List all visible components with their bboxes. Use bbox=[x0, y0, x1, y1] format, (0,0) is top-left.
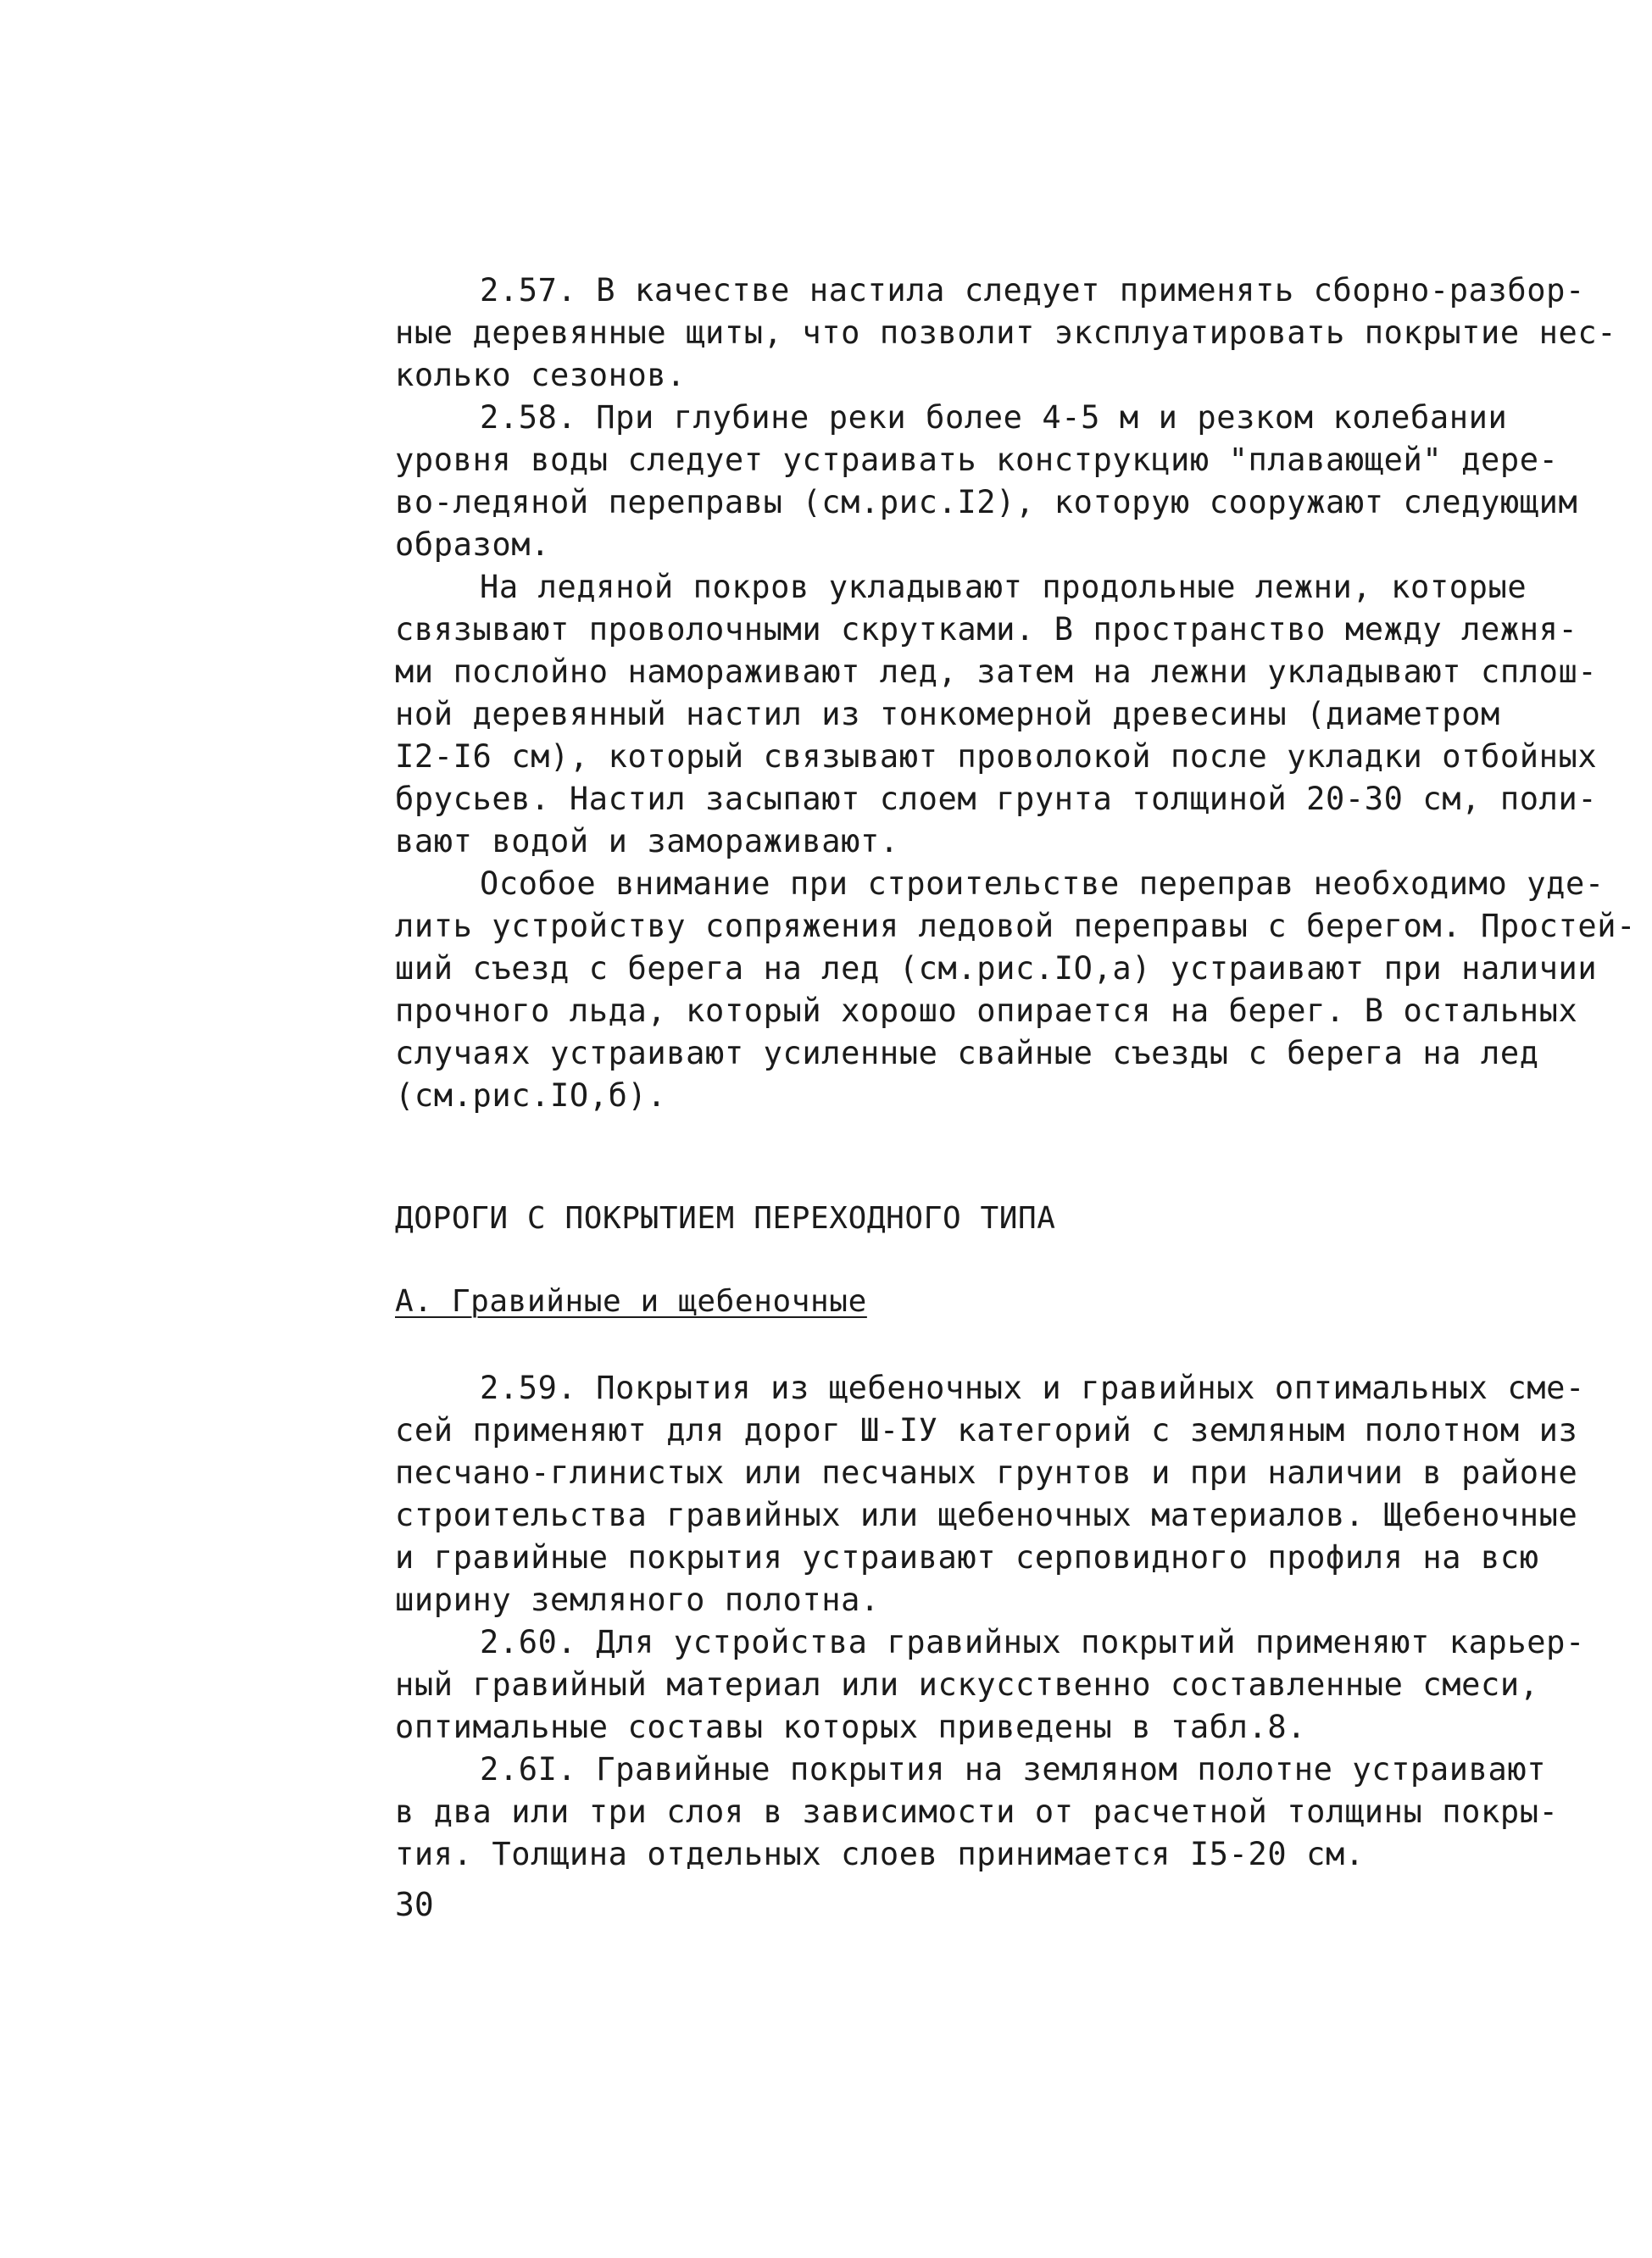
text-line: 2.57. В качестве настила следует применять сборно-разбор- bbox=[480, 272, 1585, 309]
page-number: 30 bbox=[395, 1886, 434, 1923]
text-line: ширину земляного полотна. bbox=[395, 1582, 880, 1618]
text-line: уровня воды следует устраивать конструкцию "плавающей" дере- bbox=[395, 442, 1559, 478]
text-line: оптимальные составы которых приведены в табл.8. bbox=[395, 1709, 1307, 1745]
text-line: вают водой и замораживают. bbox=[395, 823, 899, 859]
bottom-text-block bbox=[395, 1367, 1585, 1876]
text-line: во-ледяной переправы (см.рис.I2), которую сооружают следующим bbox=[395, 484, 1578, 520]
text-line: колько сезонов. bbox=[395, 357, 687, 393]
text-line: (см.рис.IO,б). bbox=[395, 1077, 667, 1114]
paragraph-2-57 bbox=[395, 270, 1617, 397]
text-line: строительства гравийных или щебеночных материалов. Щебеночные bbox=[395, 1497, 1578, 1533]
section-heading: ДОРОГИ С ПОКРЫТИЕМ ПЕРЕХОДНОГО ТИПА bbox=[395, 1201, 1056, 1236]
text-line: ный гравийный материал или искусственно составленные смеси, bbox=[395, 1666, 1539, 1703]
text-line: Особое внимание при строительстве переправ необходимо уде- bbox=[480, 865, 1605, 902]
top-text-block bbox=[395, 270, 1637, 1117]
text-line: в два или три слоя в зависимости от расчетной толщины покры- bbox=[395, 1794, 1559, 1830]
paragraph-2-59 bbox=[395, 1367, 1585, 1621]
text-line: случаях устраивают усиленные свайные съезды с берега на лед bbox=[395, 1035, 1539, 1071]
subsection-heading: А. Гравийные и щебеночные bbox=[395, 1284, 867, 1319]
text-line: ший съезд с берега на лед (см.рис.IO,а) устраивают при наличии bbox=[395, 950, 1598, 987]
text-line: ной деревянный настил из тонкомерной древесины (диаметром bbox=[395, 696, 1500, 732]
text-line: I2-I6 см), который связывают проволокой после укладки отбойных bbox=[395, 738, 1598, 775]
paragraph-ice-cover bbox=[395, 566, 1598, 863]
text-line: 2.6I. Гравийные покрытия на земляном полотне устраивают bbox=[480, 1751, 1547, 1788]
text-line: брусьев. Настил засыпают слоем грунта толщиной 20-30 см, поли- bbox=[395, 781, 1598, 817]
text-line: прочного льда, который хорошо опирается на берег. В остальных bbox=[395, 993, 1578, 1029]
text-line: песчано-глинистых или песчаных грунтов и при наличии в районе bbox=[395, 1454, 1578, 1491]
text-line: и гравийные покрытия устраивают серповидного профиля на всю bbox=[395, 1539, 1539, 1576]
text-line: 2.58. При глубине реки более 4-5 м и резком колебании bbox=[480, 399, 1508, 436]
text-line: связывают проволочными скрутками. В пространство между лежня- bbox=[395, 611, 1578, 648]
paragraph-special-attention bbox=[395, 863, 1637, 1117]
text-line: 2.59. Покрытия из щебеночных и гравийных оптимальных сме- bbox=[480, 1370, 1585, 1406]
text-line: 2.60. Для устройства гравийных покрытий применяют карьер- bbox=[480, 1624, 1585, 1660]
text-line: ми послойно намораживают лед, затем на лежни укладывают сплош- bbox=[395, 653, 1598, 690]
paragraph-2-61 bbox=[395, 1749, 1559, 1876]
text-line: сей применяют для дорог Ш-IУ категорий с земляным полотном из bbox=[395, 1412, 1578, 1449]
text-line: На ледяной покров укладывают продольные лежни, которые bbox=[480, 569, 1527, 605]
paragraph-2-58 bbox=[395, 397, 1578, 566]
text-line: образом. bbox=[395, 526, 551, 563]
paragraph-2-60 bbox=[395, 1621, 1585, 1749]
text-line: лить устройству сопряжения ледовой переправы с берегом. Простей- bbox=[395, 908, 1637, 944]
text-line: ные деревянные щиты, что позволит эксплуатировать покрытие нес- bbox=[395, 314, 1617, 351]
text-line: тия. Толщина отдельных слоев принимается I5-20 см. bbox=[395, 1836, 1365, 1872]
